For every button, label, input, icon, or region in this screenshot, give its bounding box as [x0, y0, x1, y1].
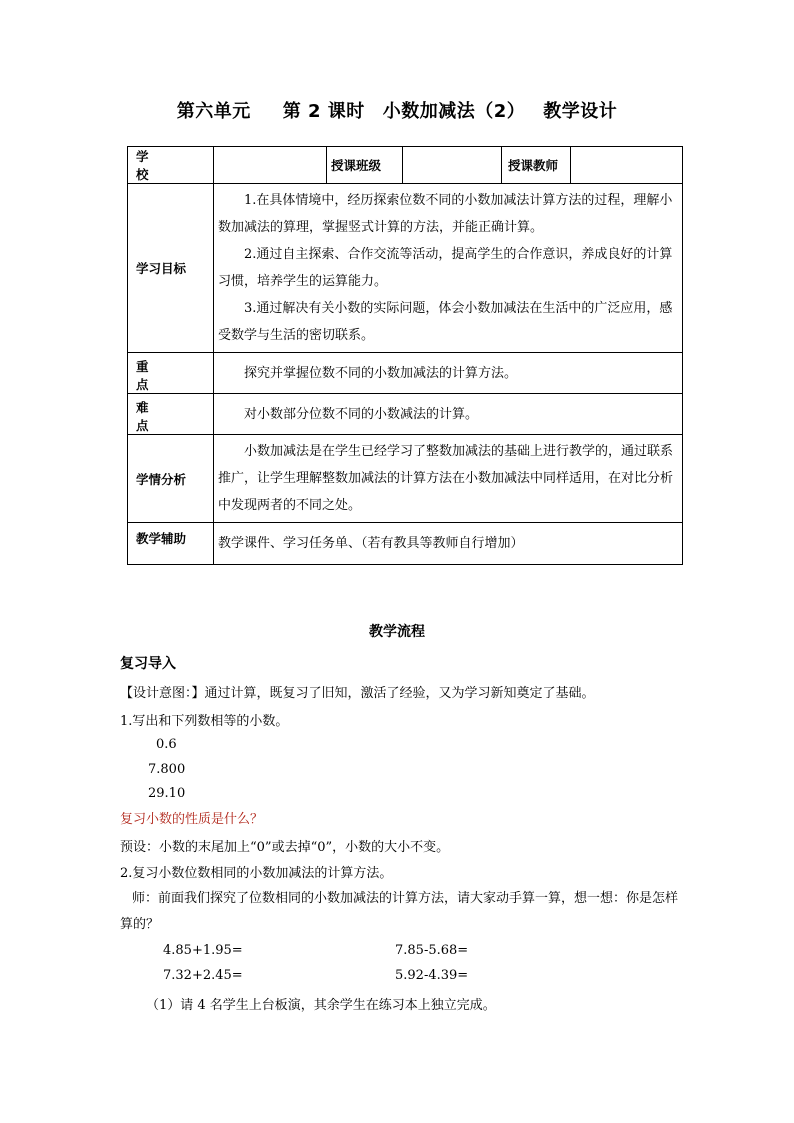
class-value	[403, 147, 502, 184]
flow-heading: 教学流程	[369, 624, 425, 640]
aids-label: 教学辅助	[128, 523, 214, 565]
question-2: 2.复习小数位数相同的小数加减法的计算方法。	[120, 866, 393, 881]
teacher-prompt: 师：前面我们探究了位数相同的小数加减法的计算方法，请大家动手算一算，想一想：你是怎样算的？	[120, 891, 679, 932]
title-topic: 小数加减法（2）	[382, 101, 526, 122]
analysis-label: 学情分析	[128, 435, 214, 523]
school-value	[214, 147, 327, 184]
preset-answer: 预设：小数的末尾加上“0”或去掉“0”，小数的大小不变。	[120, 840, 450, 855]
key-label: 重点	[128, 353, 214, 394]
section-heading: 复习导入	[120, 656, 176, 672]
goals-label: 学习目标	[128, 184, 214, 353]
design-intent: 【设计意图：】通过计算，既复习了旧知，激活了经验，又为学习新知奠定了基础。	[120, 686, 595, 701]
table-row	[128, 184, 683, 353]
goal-3: 3.通过解决有关小数的实际问题，体会小数加减法在生活中的广泛应用，感受数学与生活的密切联系。	[218, 301, 673, 343]
difficulty-label: 难点	[128, 394, 214, 435]
analysis-content: 小数加减法是在学生已经学习了整数加减法的基础上进行教学的，通过联系推广，让学生理解整数加减法的计算方法在小数加减法中同样适用，在对比分析中发现两者的不同之处。	[214, 435, 683, 523]
table-row	[128, 353, 683, 394]
number-item: 7.800	[148, 762, 186, 777]
title-suffix: 教学设计	[543, 101, 618, 122]
question-1: 1.写出和下列数相等的小数。	[120, 714, 289, 729]
number-item: 0.6	[156, 737, 177, 752]
goal-1: 1.在具体情境中，经历探索位数不同的小数加减法计算方法的过程，理解小数加减法的算理，掌握竖式计算的方法，并能正确计算。	[218, 193, 673, 235]
key-content: 探究并掌握位数不同的小数加减法的计算方法。	[214, 353, 683, 394]
school-label: 学校	[128, 147, 214, 184]
table-row	[128, 523, 683, 565]
difficulty-content: 对小数部分位数不同的小数减法的计算。	[214, 394, 683, 435]
exercise-item: 7.32+2.45=	[163, 968, 243, 983]
table-row	[128, 435, 683, 523]
goals-content	[214, 184, 683, 353]
title-lesson: 第 2 课时	[282, 101, 365, 122]
class-label: 授课班级	[327, 147, 403, 184]
page-title	[0, 97, 794, 123]
exercise-item: 4.85+1.95=	[163, 943, 243, 958]
aids-content: 教学课件、学习任务单、（若有教具等教师自行增加）	[214, 523, 683, 565]
teacher-label: 授课教师	[502, 147, 571, 184]
lesson-info-table	[127, 146, 683, 565]
step-1: （1）请 4 名学生上台板演，其余学生在练习本上独立完成。	[146, 998, 496, 1013]
table-row	[128, 394, 683, 435]
number-item: 29.10	[148, 786, 186, 801]
goal-2: 2.通过自主探索、合作交流等活动，提高学生的合作意识，养成良好的计算习惯，培养学生的运算能力。	[218, 247, 673, 289]
table-row	[128, 147, 683, 184]
title-unit: 第六单元	[176, 101, 251, 122]
exercise-item: 7.85-5.68=	[395, 943, 469, 958]
exercise-item: 5.92-4.39=	[395, 968, 469, 983]
review-question: 复习小数的性质是什么？	[120, 812, 264, 827]
teacher-value	[571, 147, 683, 184]
